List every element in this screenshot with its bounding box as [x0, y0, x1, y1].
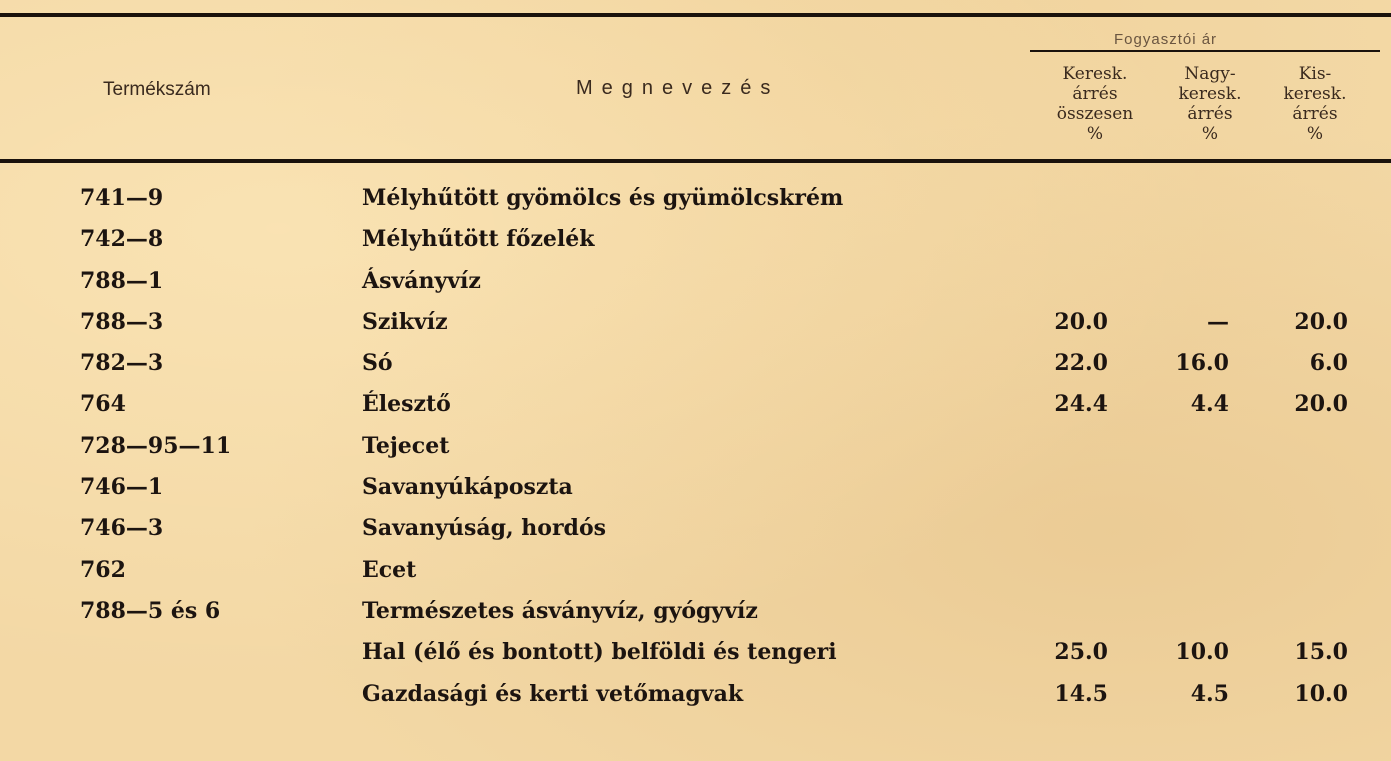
product-name: Hal (élő és bontott) belföldi és tengeri	[362, 639, 837, 666]
product-code: 741—9	[80, 185, 164, 211]
product-code: 746—3	[80, 515, 164, 542]
product-name: Savanyúság, hordós	[362, 515, 606, 542]
table-row	[0, 433, 1391, 474]
retail-margin: 10.0	[1294, 680, 1348, 707]
retail-margin: 20.0	[1294, 308, 1348, 335]
table-row	[0, 391, 1391, 432]
header-line: %	[1306, 124, 1324, 144]
product-name: Természetes ásványvíz, gyógyvíz	[362, 597, 758, 624]
wholesale-margin: 4.4	[1190, 391, 1229, 418]
product-name: Ecet	[362, 556, 417, 583]
header-line: %	[1201, 124, 1219, 144]
table-row	[0, 598, 1391, 639]
table-row	[0, 474, 1391, 515]
product-name: Szikvíz	[362, 308, 448, 335]
column-header-wholesale-margin	[1160, 64, 1260, 144]
column-group-header-price: Fogyasztói ár	[1114, 31, 1218, 48]
header-line: árrés	[1292, 104, 1338, 124]
total-margin: 14.5	[1054, 680, 1108, 707]
product-name: Gazdasági és kerti vetőmagvak	[362, 680, 744, 707]
header-line: árrés	[1072, 84, 1118, 104]
column-header-retail-margin	[1265, 64, 1365, 144]
table-row	[0, 226, 1391, 267]
product-code: 762	[80, 556, 126, 583]
header-line: árrés	[1187, 104, 1233, 124]
product-name: Savanyúkáposzta	[362, 474, 573, 501]
header-line: keresk.	[1283, 84, 1347, 104]
table-row	[0, 515, 1391, 556]
product-name: Mélyhűtött főzelék	[362, 226, 595, 253]
product-name: Só	[362, 350, 393, 377]
total-margin: 24.4	[1054, 391, 1108, 418]
column-header-name: Megnevezés	[576, 77, 780, 99]
group-header-rule	[1030, 50, 1380, 52]
header-line: %	[1086, 124, 1104, 144]
product-code: 782—3	[80, 350, 164, 377]
retail-margin: 20.0	[1294, 391, 1348, 418]
wholesale-margin: 16.0	[1175, 350, 1229, 377]
total-margin: 20.0	[1054, 308, 1108, 335]
table-row	[0, 350, 1391, 391]
product-code: 728—95—11	[80, 432, 232, 459]
header-line: keresk.	[1178, 84, 1242, 104]
product-code: 764	[80, 391, 126, 418]
retail-margin: 6.0	[1309, 350, 1348, 377]
product-code: 788—3	[80, 308, 164, 335]
wholesale-margin: —	[1207, 308, 1229, 335]
top-rule	[0, 13, 1391, 17]
product-code: 746—1	[80, 474, 164, 501]
product-name: Tejecet	[362, 432, 450, 459]
table-row	[0, 268, 1391, 309]
table-row	[0, 185, 1391, 226]
column-header-code: Termékszám	[103, 79, 211, 100]
table-row	[0, 681, 1391, 722]
product-code: 788—5 és 6	[80, 597, 221, 624]
product-name: Ásványvíz	[362, 267, 481, 294]
table-row	[0, 639, 1391, 680]
product-code: 742—8	[80, 226, 164, 253]
total-margin: 22.0	[1054, 350, 1108, 377]
wholesale-margin: 10.0	[1175, 639, 1229, 666]
wholesale-margin: 4.5	[1190, 680, 1229, 707]
total-margin: 25.0	[1054, 639, 1108, 666]
header-rule	[0, 159, 1391, 163]
product-name: Élesztő	[362, 391, 451, 418]
header-line: Keresk.	[1062, 64, 1128, 84]
table-row	[0, 557, 1391, 598]
header-line: összesen	[1056, 104, 1134, 124]
header-line: Kis-	[1298, 64, 1332, 84]
table-body	[0, 185, 1391, 722]
header-line: Nagy-	[1184, 64, 1236, 84]
table-row	[0, 309, 1391, 350]
retail-margin: 15.0	[1294, 639, 1348, 666]
column-header-total-margin	[1040, 64, 1150, 144]
product-name: Mélyhűtött gyömölcs és gyümölcskrém	[362, 185, 844, 211]
product-code: 788—1	[80, 267, 164, 294]
